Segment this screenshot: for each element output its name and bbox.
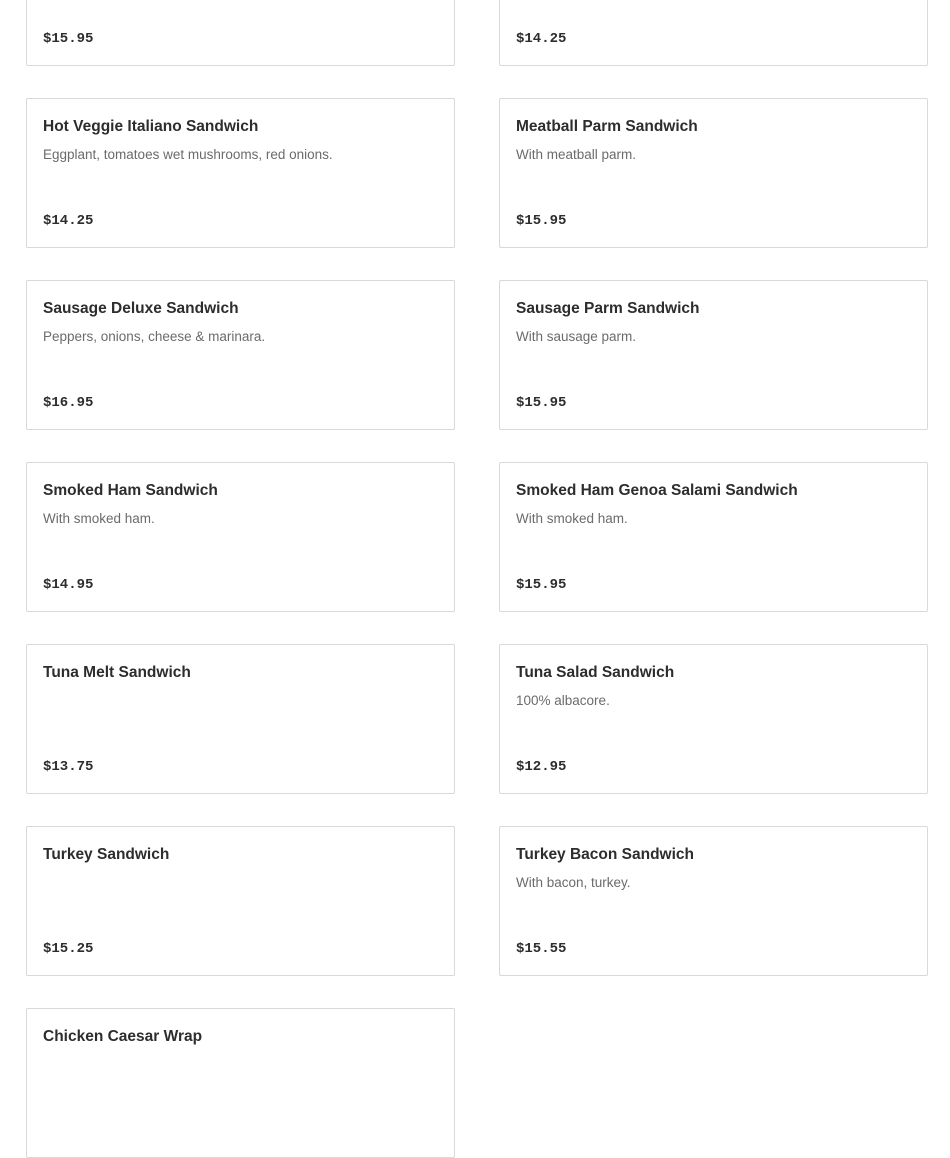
- menu-item-description: Peppers, onions, cheese & marinara.: [43, 329, 266, 344]
- menu-item-card[interactable]: [26, 826, 455, 976]
- menu-item-description: With smoked ham.: [516, 511, 628, 526]
- menu-item-card[interactable]: [499, 280, 928, 430]
- menu-item-card[interactable]: [499, 644, 928, 794]
- menu-item-price: $12.95: [516, 759, 567, 775]
- menu-item-name: Meatball Parm Sandwich: [516, 118, 698, 135]
- menu-item-description: With sausage parm.: [516, 329, 637, 344]
- menu-item-description: With bacon, turkey.: [516, 875, 631, 890]
- menu-item-price: $16.95: [43, 395, 94, 411]
- menu-item-card[interactable]: [26, 0, 455, 66]
- menu-item-price: $14.95: [43, 577, 94, 593]
- menu-item-price: $15.95: [516, 395, 567, 411]
- menu-item-card[interactable]: [26, 644, 455, 794]
- menu-item-price: $15.95: [43, 31, 94, 47]
- menu-item-price: $15.55: [516, 941, 567, 957]
- menu-item-description: 100% albacore.: [516, 693, 610, 708]
- menu-item-description: With smoked ham.: [43, 511, 155, 526]
- menu-item-price: $14.25: [516, 31, 567, 47]
- menu-items-grid: [26, 0, 928, 1158]
- menu-item-name: Chicken Caesar Wrap: [43, 1028, 203, 1045]
- menu-item-name: Turkey Bacon Sandwich: [516, 846, 695, 863]
- menu-item-name: Sausage Deluxe Sandwich: [43, 300, 239, 317]
- menu-item-card[interactable]: [26, 1008, 455, 1158]
- menu-item-name: Tuna Salad Sandwich: [516, 664, 675, 681]
- menu-item-name: Hot Veggie Italiano Sandwich: [43, 118, 259, 135]
- menu-item-price: $14.25: [43, 213, 94, 229]
- menu-item-price: $13.75: [43, 759, 94, 775]
- menu-item-card[interactable]: [499, 0, 928, 66]
- menu-item-card[interactable]: [26, 462, 455, 612]
- menu-item-name: Tuna Melt Sandwich: [43, 664, 191, 681]
- menu-item-name: Turkey Sandwich: [43, 846, 170, 863]
- menu-item-price: $15.25: [43, 941, 94, 957]
- menu-item-card[interactable]: [499, 462, 928, 612]
- menu-item-card[interactable]: [26, 98, 455, 248]
- menu-item-card[interactable]: [499, 98, 928, 248]
- menu-item-price: $15.95: [516, 213, 567, 229]
- menu-item-description: With meatball parm.: [516, 147, 637, 162]
- menu-item-price: $15.95: [516, 577, 567, 593]
- menu-item-name: Smoked Ham Sandwich: [43, 482, 218, 499]
- menu-item-card[interactable]: [499, 826, 928, 976]
- menu-item-name: Smoked Ham Genoa Salami Sandwich: [516, 482, 798, 499]
- menu-item-card[interactable]: [26, 280, 455, 430]
- menu-item-name: Sausage Parm Sandwich: [516, 300, 700, 317]
- menu-item-description: Eggplant, tomatoes wet mushrooms, red onions.: [43, 147, 333, 162]
